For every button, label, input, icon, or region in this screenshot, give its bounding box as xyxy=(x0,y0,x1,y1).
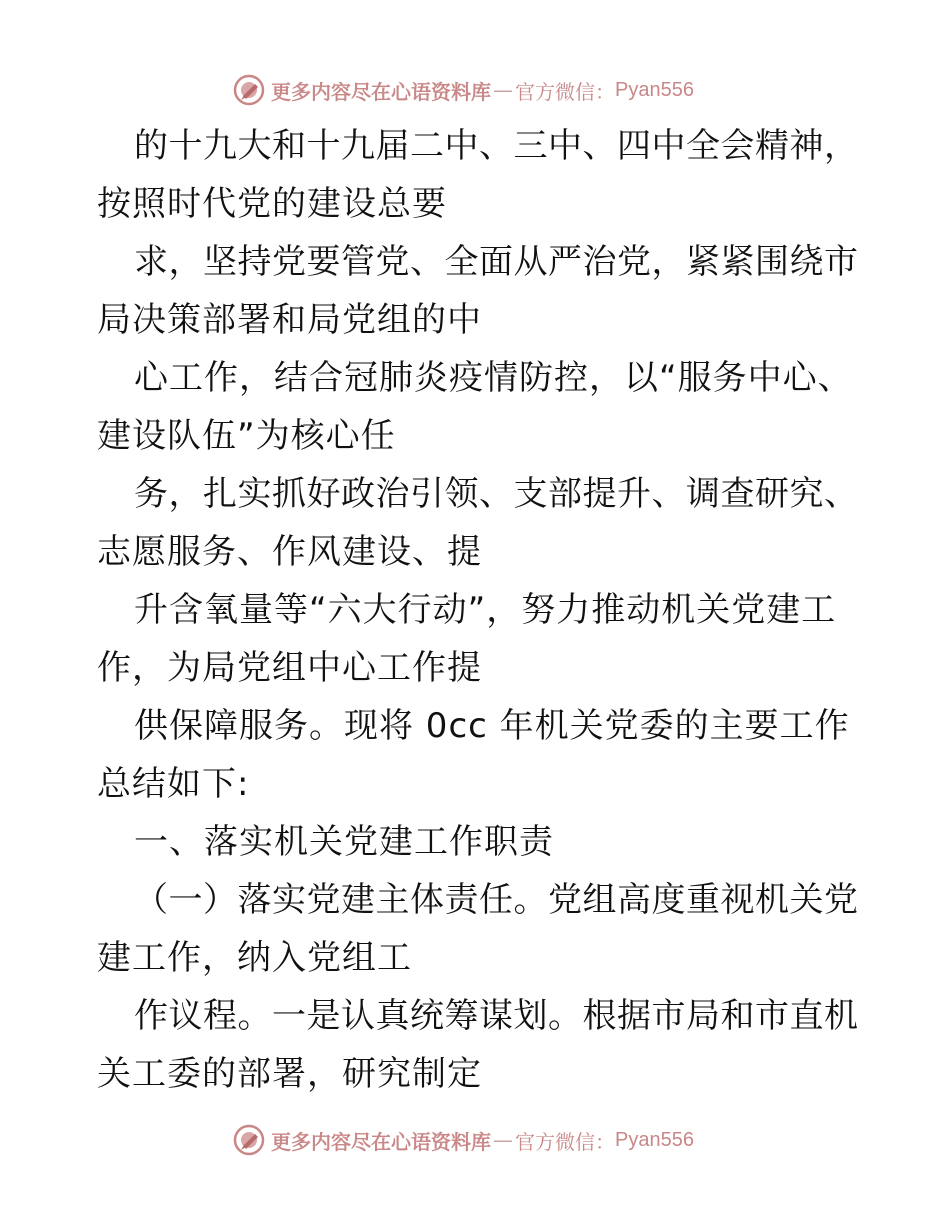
watermark-header xyxy=(233,72,694,108)
watermark-wechat-label: 官方微信： xyxy=(515,79,615,104)
text-line: 志愿服务、作风建设、提 xyxy=(97,532,482,572)
text-line: 局决策部署和局党组的中 xyxy=(97,300,482,340)
text-line: 按照时代党的建设总要 xyxy=(97,184,447,224)
watermark-wechat-id: Pyan556 xyxy=(615,1128,694,1151)
watermark-footer xyxy=(233,1122,694,1158)
text-line: （一）落实党建主体责任。党组高度重视机关党 xyxy=(134,880,859,920)
watermark-dash: — xyxy=(493,78,513,102)
text-line: 务，扎实抓好政治引领、支部提升、调查研究、 xyxy=(134,474,859,514)
text-line: 升含氧量等“六大行动”，努力推动机关党建工 xyxy=(134,590,837,630)
text-line: 作议程。一是认真统筹谋划。根据市局和市直机 xyxy=(134,996,859,1036)
watermark-wechat-label: 官方微信： xyxy=(515,1129,615,1154)
text-line: 建设队伍”为核心任 xyxy=(97,416,396,456)
text-line: 心工作，结合冠肺炎疫情防控，以“服务中心、 xyxy=(134,358,853,398)
text-line: 总结如下: xyxy=(97,764,250,804)
text-line: 关工委的部署，研究制定 xyxy=(97,1054,482,1094)
watermark-wechat-id: Pyan556 xyxy=(615,78,694,101)
watermark-text: 更多内容尽在心语资料库 xyxy=(271,79,491,104)
watermark-dash: — xyxy=(493,1128,513,1152)
logo-icon xyxy=(233,1124,265,1156)
document-body xyxy=(97,117,867,1103)
section-heading: 一、落实机关党建工作职责 xyxy=(134,822,554,862)
logo-icon xyxy=(233,74,265,106)
text-line: 建工作，纳入党组工 xyxy=(97,938,412,978)
text-line: 供保障服务。现将 0cc 年机关党委的主要工作 xyxy=(134,706,850,746)
text-line: 的十九大和十九届二中、三中、四中全会精神， xyxy=(134,126,859,166)
watermark-text: 更多内容尽在心语资料库 xyxy=(271,1129,491,1154)
text-line: 作，为局党组中心工作提 xyxy=(97,648,482,688)
text-line: 求，坚持党要管党、全面从严治党，紧紧围绕市 xyxy=(134,242,859,282)
